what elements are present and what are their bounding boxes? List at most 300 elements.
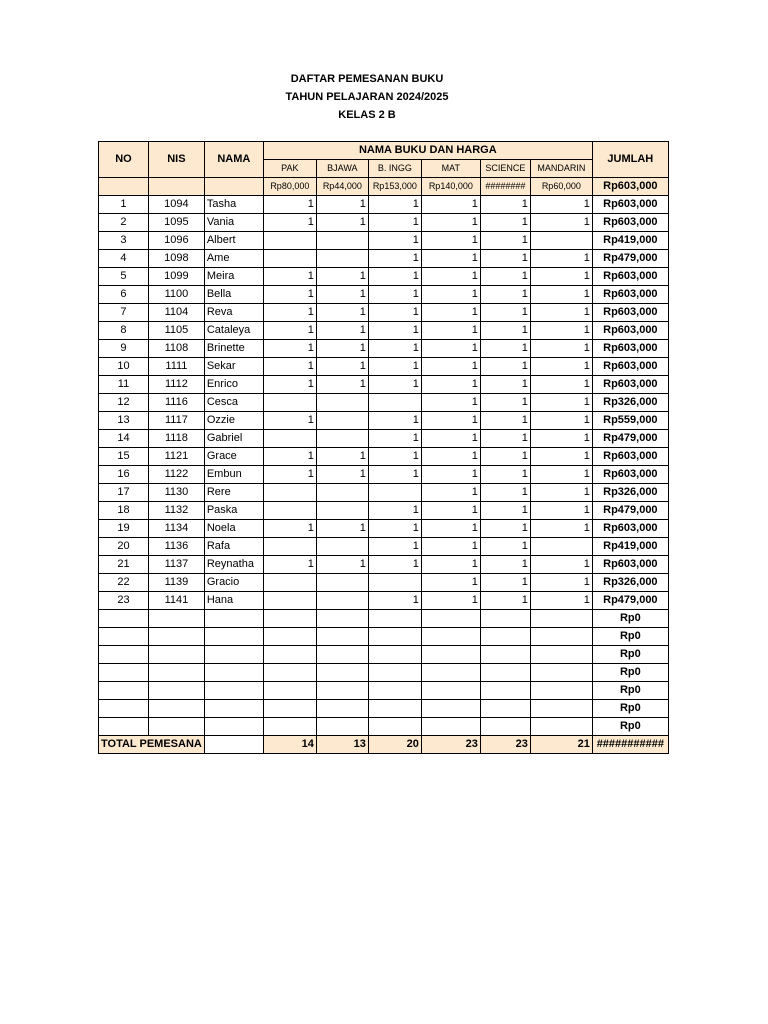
- cell-empty: [263, 646, 316, 664]
- cell-empty: [368, 610, 421, 628]
- cell-book-qty: 1: [316, 286, 368, 304]
- table-row: [99, 214, 669, 232]
- cell-jumlah: Rp603,000: [592, 520, 668, 538]
- empty-row: [99, 700, 669, 718]
- cell-book-qty: 1: [530, 358, 592, 376]
- cell-no: 23: [99, 592, 149, 610]
- table-row: [99, 538, 669, 556]
- cell-book-qty: 1: [316, 304, 368, 322]
- cell-empty: [148, 628, 204, 646]
- header-no: NO: [99, 142, 149, 178]
- cell-book-qty: 1: [421, 358, 480, 376]
- empty-row: [99, 628, 669, 646]
- cell-jumlah: Rp479,000: [592, 250, 668, 268]
- header-book-science: SCIENCE: [480, 160, 530, 178]
- order-table: [98, 141, 669, 754]
- cell-empty: [204, 628, 263, 646]
- cell-no: 17: [99, 484, 149, 502]
- cell-nis: 1118: [148, 430, 204, 448]
- cell-book-qty: 1: [368, 286, 421, 304]
- cell-empty: [480, 682, 530, 700]
- total-count: 20: [368, 736, 421, 754]
- cell-book-qty: 1: [263, 322, 316, 340]
- empty-row: [99, 664, 669, 682]
- cell-no: 3: [99, 232, 149, 250]
- cell-book-qty: 1: [368, 556, 421, 574]
- total-count: 21: [530, 736, 592, 754]
- cell-book-qty: [316, 574, 368, 592]
- cell-jumlah: Rp479,000: [592, 430, 668, 448]
- cell-nama: Sekar: [204, 358, 263, 376]
- cell-empty: [148, 646, 204, 664]
- header-book-pak: PAK: [263, 160, 316, 178]
- cell-no: 4: [99, 250, 149, 268]
- cell-book-qty: [316, 232, 368, 250]
- cell-jumlah: Rp419,000: [592, 538, 668, 556]
- cell-book-qty: 1: [368, 592, 421, 610]
- cell-empty: [480, 718, 530, 736]
- cell-jumlah: Rp0: [592, 664, 668, 682]
- cell-book-qty: 1: [480, 322, 530, 340]
- header-book-group: NAMA BUKU DAN HARGA: [263, 142, 592, 160]
- cell-book-qty: 1: [480, 466, 530, 484]
- cell-book-qty: 1: [530, 304, 592, 322]
- table-row: [99, 340, 669, 358]
- cell-no: 10: [99, 358, 149, 376]
- cell-book-qty: 1: [530, 592, 592, 610]
- total-count: 13: [316, 736, 368, 754]
- cell-empty: [421, 610, 480, 628]
- cell-book-qty: 1: [368, 376, 421, 394]
- cell-book-qty: 1: [421, 394, 480, 412]
- cell-book-qty: [368, 394, 421, 412]
- cell-jumlah: Rp603,000: [592, 340, 668, 358]
- price-empty: [204, 178, 263, 196]
- cell-empty: [263, 628, 316, 646]
- table-row: [99, 196, 669, 214]
- empty-row: [99, 718, 669, 736]
- cell-book-qty: 1: [316, 448, 368, 466]
- cell-book-qty: 1: [480, 484, 530, 502]
- cell-book-qty: 1: [421, 250, 480, 268]
- cell-book-qty: 1: [480, 538, 530, 556]
- cell-book-qty: [530, 538, 592, 556]
- cell-empty: [204, 700, 263, 718]
- cell-empty: [368, 718, 421, 736]
- cell-book-qty: 1: [368, 196, 421, 214]
- cell-book-qty: 1: [480, 286, 530, 304]
- cell-book-qty: 1: [316, 520, 368, 538]
- cell-no: 20: [99, 538, 149, 556]
- cell-book-qty: 1: [368, 538, 421, 556]
- cell-nis: 1117: [148, 412, 204, 430]
- cell-book-qty: 1: [421, 322, 480, 340]
- cell-no: 13: [99, 412, 149, 430]
- cell-book-qty: [316, 592, 368, 610]
- cell-empty: [480, 628, 530, 646]
- cell-no: 19: [99, 520, 149, 538]
- price-empty: [99, 178, 149, 196]
- cell-book-qty: [263, 394, 316, 412]
- cell-jumlah: Rp479,000: [592, 592, 668, 610]
- cell-book-qty: 1: [421, 286, 480, 304]
- cell-jumlah: Rp603,000: [592, 304, 668, 322]
- cell-empty: [421, 664, 480, 682]
- cell-book-qty: 1: [480, 394, 530, 412]
- cell-nis: 1108: [148, 340, 204, 358]
- cell-book-qty: 1: [530, 574, 592, 592]
- cell-book-qty: 1: [480, 304, 530, 322]
- cell-book-qty: [263, 538, 316, 556]
- cell-nama: Ame: [204, 250, 263, 268]
- table-row: [99, 574, 669, 592]
- cell-empty: [99, 646, 149, 664]
- cell-empty: [204, 682, 263, 700]
- cell-book-qty: 1: [368, 466, 421, 484]
- cell-book-qty: 1: [530, 412, 592, 430]
- total-count: 23: [421, 736, 480, 754]
- cell-nis: 1099: [148, 268, 204, 286]
- cell-book-qty: 1: [480, 214, 530, 232]
- cell-nis: 1098: [148, 250, 204, 268]
- cell-book-qty: [263, 484, 316, 502]
- cell-book-qty: 1: [263, 340, 316, 358]
- price-mat: Rp140,000: [421, 178, 480, 196]
- cell-book-qty: 1: [263, 466, 316, 484]
- cell-nama: Brinette: [204, 340, 263, 358]
- cell-book-qty: [316, 412, 368, 430]
- table-row: [99, 286, 669, 304]
- cell-nama: Reva: [204, 304, 263, 322]
- cell-book-qty: 1: [263, 286, 316, 304]
- cell-empty: [99, 682, 149, 700]
- cell-book-qty: [530, 232, 592, 250]
- cell-book-qty: 1: [316, 196, 368, 214]
- cell-nama: Albert: [204, 232, 263, 250]
- cell-book-qty: 1: [421, 520, 480, 538]
- table-row: [99, 466, 669, 484]
- cell-book-qty: 1: [421, 502, 480, 520]
- cell-empty: [148, 682, 204, 700]
- cell-nis: 1096: [148, 232, 204, 250]
- cell-book-qty: 1: [421, 466, 480, 484]
- cell-empty: [316, 628, 368, 646]
- cell-book-qty: 1: [530, 502, 592, 520]
- cell-book-qty: 1: [530, 250, 592, 268]
- header-book-bjawa: BJAWA: [316, 160, 368, 178]
- cell-book-qty: 1: [421, 574, 480, 592]
- cell-book-qty: 1: [530, 286, 592, 304]
- cell-jumlah: Rp0: [592, 700, 668, 718]
- cell-book-qty: 1: [480, 340, 530, 358]
- cell-book-qty: 1: [480, 574, 530, 592]
- cell-no: 5: [99, 268, 149, 286]
- table-row: [99, 304, 669, 322]
- cell-book-qty: 1: [530, 214, 592, 232]
- empty-row: [99, 646, 669, 664]
- cell-book-qty: 1: [530, 556, 592, 574]
- cell-nis: 1134: [148, 520, 204, 538]
- cell-jumlah: Rp603,000: [592, 214, 668, 232]
- cell-book-qty: 1: [421, 214, 480, 232]
- cell-nama: Gabriel: [204, 430, 263, 448]
- cell-empty: [263, 718, 316, 736]
- cell-nis: 1105: [148, 322, 204, 340]
- cell-empty: [368, 682, 421, 700]
- cell-empty: [480, 700, 530, 718]
- header-book-mandarin: MANDARIN: [530, 160, 592, 178]
- cell-no: 22: [99, 574, 149, 592]
- cell-no: 8: [99, 322, 149, 340]
- cell-book-qty: 1: [263, 214, 316, 232]
- cell-empty: [263, 610, 316, 628]
- cell-book-qty: 1: [421, 448, 480, 466]
- cell-empty: [316, 700, 368, 718]
- price-row: [99, 178, 669, 196]
- total-label: TOTAL PEMESANA: [99, 736, 205, 754]
- cell-empty: [421, 700, 480, 718]
- cell-empty: [530, 610, 592, 628]
- cell-no: 11: [99, 376, 149, 394]
- cell-no: 12: [99, 394, 149, 412]
- cell-empty: [148, 700, 204, 718]
- cell-no: 7: [99, 304, 149, 322]
- cell-nama: Vania: [204, 214, 263, 232]
- cell-empty: [421, 628, 480, 646]
- cell-nama: Reynatha: [204, 556, 263, 574]
- cell-book-qty: [316, 250, 368, 268]
- cell-book-qty: [316, 538, 368, 556]
- cell-book-qty: [316, 484, 368, 502]
- cell-nis: 1141: [148, 592, 204, 610]
- cell-book-qty: 1: [316, 376, 368, 394]
- cell-book-qty: 1: [421, 376, 480, 394]
- cell-book-qty: 1: [421, 196, 480, 214]
- cell-book-qty: [263, 430, 316, 448]
- cell-jumlah: Rp603,000: [592, 358, 668, 376]
- cell-book-qty: 1: [316, 556, 368, 574]
- cell-book-qty: 1: [368, 358, 421, 376]
- price-mandarin: Rp60,000: [530, 178, 592, 196]
- cell-empty: [148, 610, 204, 628]
- cell-nama: Cesca: [204, 394, 263, 412]
- table-row: [99, 484, 669, 502]
- cell-empty: [316, 646, 368, 664]
- cell-jumlah: Rp419,000: [592, 232, 668, 250]
- cell-empty: [368, 700, 421, 718]
- cell-jumlah: Rp0: [592, 610, 668, 628]
- cell-nama: Embun: [204, 466, 263, 484]
- cell-book-qty: 1: [368, 340, 421, 358]
- total-count: 14: [263, 736, 316, 754]
- cell-book-qty: 1: [368, 232, 421, 250]
- empty-row: [99, 682, 669, 700]
- table-row: [99, 448, 669, 466]
- cell-no: 14: [99, 430, 149, 448]
- cell-nama: Enrico: [204, 376, 263, 394]
- cell-jumlah: Rp0: [592, 646, 668, 664]
- cell-book-qty: 1: [480, 376, 530, 394]
- table-row: [99, 430, 669, 448]
- cell-book-qty: 1: [368, 214, 421, 232]
- cell-book-qty: [368, 484, 421, 502]
- cell-book-qty: 1: [530, 448, 592, 466]
- cell-book-qty: 1: [263, 358, 316, 376]
- cell-empty: [421, 682, 480, 700]
- cell-empty: [530, 646, 592, 664]
- cell-book-qty: 1: [368, 502, 421, 520]
- cell-book-qty: 1: [421, 592, 480, 610]
- empty-row: [99, 610, 669, 628]
- cell-book-qty: 1: [316, 358, 368, 376]
- cell-book-qty: [316, 394, 368, 412]
- cell-nama: Paska: [204, 502, 263, 520]
- cell-book-qty: 1: [530, 394, 592, 412]
- cell-jumlah: Rp603,000: [592, 376, 668, 394]
- cell-jumlah: Rp0: [592, 718, 668, 736]
- cell-book-qty: 1: [263, 412, 316, 430]
- cell-empty: [421, 718, 480, 736]
- cell-jumlah: Rp603,000: [592, 286, 668, 304]
- cell-no: 2: [99, 214, 149, 232]
- cell-nama: Ozzie: [204, 412, 263, 430]
- header-nis: NIS: [148, 142, 204, 178]
- cell-book-qty: [263, 502, 316, 520]
- cell-nama: Rere: [204, 484, 263, 502]
- cell-book-qty: 1: [316, 340, 368, 358]
- cell-empty: [316, 610, 368, 628]
- cell-book-qty: 1: [421, 538, 480, 556]
- cell-book-qty: [263, 250, 316, 268]
- cell-nama: Noela: [204, 520, 263, 538]
- total-empty: [204, 736, 263, 754]
- cell-nis: 1095: [148, 214, 204, 232]
- table-row: [99, 322, 669, 340]
- total-row: [99, 736, 669, 754]
- cell-no: 9: [99, 340, 149, 358]
- cell-book-qty: 1: [421, 232, 480, 250]
- cell-empty: [263, 682, 316, 700]
- cell-jumlah: Rp603,000: [592, 196, 668, 214]
- cell-no: 18: [99, 502, 149, 520]
- cell-nama: Grace: [204, 448, 263, 466]
- header-jumlah: JUMLAH: [592, 142, 668, 178]
- cell-book-qty: 1: [368, 250, 421, 268]
- cell-book-qty: 1: [316, 466, 368, 484]
- cell-jumlah: Rp326,000: [592, 574, 668, 592]
- cell-nama: Tasha: [204, 196, 263, 214]
- cell-nama: Cataleya: [204, 322, 263, 340]
- cell-nis: 1112: [148, 376, 204, 394]
- cell-nis: 1100: [148, 286, 204, 304]
- header-nama: NAMA: [204, 142, 263, 178]
- table-row: [99, 556, 669, 574]
- cell-empty: [148, 718, 204, 736]
- cell-book-qty: 1: [316, 268, 368, 286]
- cell-book-qty: 1: [368, 430, 421, 448]
- cell-empty: [530, 664, 592, 682]
- cell-empty: [204, 610, 263, 628]
- cell-jumlah: Rp603,000: [592, 268, 668, 286]
- cell-book-qty: 1: [480, 592, 530, 610]
- cell-empty: [530, 628, 592, 646]
- cell-empty: [421, 646, 480, 664]
- cell-book-qty: 1: [530, 322, 592, 340]
- cell-book-qty: 1: [316, 322, 368, 340]
- cell-empty: [316, 718, 368, 736]
- cell-book-qty: [368, 574, 421, 592]
- cell-jumlah: Rp326,000: [592, 394, 668, 412]
- cell-nis: 1139: [148, 574, 204, 592]
- table-row: [99, 250, 669, 268]
- cell-jumlah: Rp603,000: [592, 466, 668, 484]
- cell-empty: [204, 646, 263, 664]
- table-row: [99, 592, 669, 610]
- cell-book-qty: 1: [368, 412, 421, 430]
- cell-empty: [263, 700, 316, 718]
- cell-book-qty: 1: [316, 214, 368, 232]
- cell-book-qty: 1: [480, 268, 530, 286]
- cell-book-qty: 1: [480, 232, 530, 250]
- cell-book-qty: 1: [530, 340, 592, 358]
- header-book-mat: MAT: [421, 160, 480, 178]
- cell-nama: Bella: [204, 286, 263, 304]
- header-row-1: [99, 142, 669, 160]
- cell-book-qty: 1: [530, 466, 592, 484]
- cell-nis: 1116: [148, 394, 204, 412]
- cell-empty: [480, 610, 530, 628]
- cell-book-qty: 1: [530, 484, 592, 502]
- cell-book-qty: 1: [421, 412, 480, 430]
- cell-jumlah: Rp603,000: [592, 448, 668, 466]
- cell-empty: [99, 664, 149, 682]
- cell-nama: Meira: [204, 268, 263, 286]
- cell-empty: [530, 700, 592, 718]
- cell-nis: 1121: [148, 448, 204, 466]
- cell-jumlah: Rp603,000: [592, 322, 668, 340]
- cell-nis: 1136: [148, 538, 204, 556]
- cell-book-qty: [316, 430, 368, 448]
- table-row: [99, 502, 669, 520]
- cell-nis: 1132: [148, 502, 204, 520]
- cell-empty: [480, 664, 530, 682]
- price-science: ########: [480, 178, 530, 196]
- document-title: [0, 70, 734, 124]
- cell-book-qty: 1: [480, 502, 530, 520]
- cell-empty: [204, 718, 263, 736]
- cell-book-qty: 1: [368, 268, 421, 286]
- cell-book-qty: 1: [263, 448, 316, 466]
- cell-no: 21: [99, 556, 149, 574]
- cell-book-qty: 1: [421, 304, 480, 322]
- cell-jumlah: Rp0: [592, 682, 668, 700]
- cell-empty: [263, 664, 316, 682]
- table-row: [99, 394, 669, 412]
- price-total: Rp603,000: [592, 178, 668, 196]
- cell-book-qty: 1: [530, 376, 592, 394]
- cell-nama: Hana: [204, 592, 263, 610]
- cell-book-qty: 1: [421, 430, 480, 448]
- cell-nis: 1137: [148, 556, 204, 574]
- cell-jumlah: Rp479,000: [592, 502, 668, 520]
- cell-book-qty: 1: [421, 268, 480, 286]
- cell-book-qty: 1: [480, 412, 530, 430]
- cell-nis: 1111: [148, 358, 204, 376]
- cell-no: 6: [99, 286, 149, 304]
- cell-book-qty: 1: [480, 430, 530, 448]
- cell-no: 16: [99, 466, 149, 484]
- cell-book-qty: 1: [480, 250, 530, 268]
